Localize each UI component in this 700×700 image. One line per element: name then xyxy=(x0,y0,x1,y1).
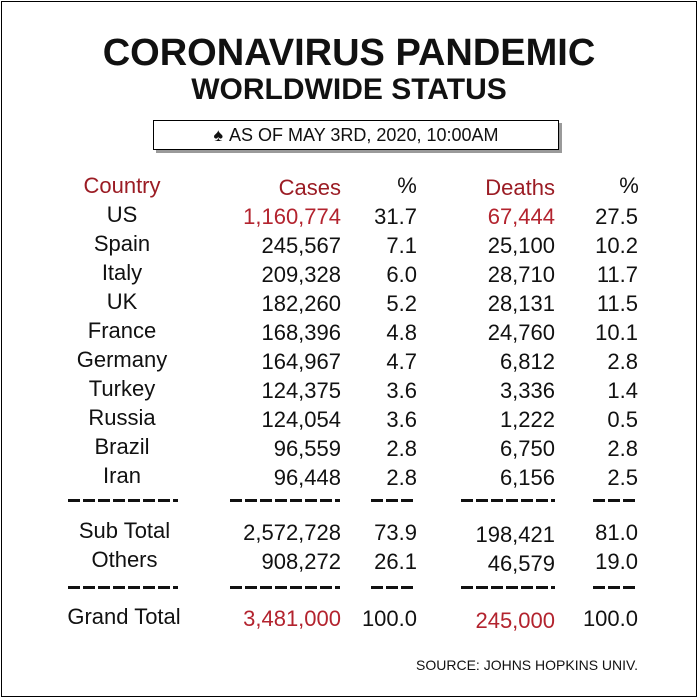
header-cases: Cases xyxy=(278,175,341,200)
header-deaths-pct: % xyxy=(619,173,639,198)
cell-cases: 209,328 xyxy=(261,262,341,287)
separator-deaths-pct xyxy=(593,499,638,502)
cell-deaths: 28,131 xyxy=(487,291,555,316)
separator-cases-pct xyxy=(371,499,416,502)
as-of-box xyxy=(153,120,559,150)
chart-subtitle: WORLDWIDE STATUS xyxy=(191,73,507,106)
cell-cases-pct: 4.8 xyxy=(386,320,417,345)
separator-deaths-pct-2 xyxy=(593,586,638,589)
separator-cases-2 xyxy=(230,586,340,589)
grand-total-label: Grand Total xyxy=(67,604,181,629)
cell-cases: 164,967 xyxy=(261,349,341,374)
cell-cases: 96,448 xyxy=(273,465,341,490)
chart-title: CORONAVIRUS PANDEMIC xyxy=(102,32,596,74)
cell-country: Spain xyxy=(93,231,151,256)
infographic-frame xyxy=(1,1,697,697)
cell-cases: 96,559 xyxy=(273,436,341,461)
grand-total-cases: 3,481,000 xyxy=(243,606,341,631)
others-label: Others xyxy=(91,547,158,572)
header-deaths: Deaths xyxy=(485,175,555,200)
cell-cases-pct: 2.8 xyxy=(386,465,417,490)
cell-cases: 124,375 xyxy=(261,378,341,403)
cell-cases: 182,260 xyxy=(261,291,341,316)
cell-deaths-pct: 1.4 xyxy=(607,378,638,403)
subtotal-deaths: 198,421 xyxy=(475,522,555,547)
separator-cases-pct-2 xyxy=(371,586,416,589)
subtotal-label: Sub Total xyxy=(78,518,171,543)
others-cases: 908,272 xyxy=(261,549,341,574)
subtotal-cases-pct: 73.9 xyxy=(374,520,417,545)
cell-deaths: 6,750 xyxy=(499,436,555,461)
grand-total-cases-pct: 100.0 xyxy=(361,606,417,631)
separator-country-2 xyxy=(68,586,178,589)
cell-deaths-pct: 10.1 xyxy=(595,320,638,345)
cell-deaths-pct: 27.5 xyxy=(595,204,638,229)
cell-deaths: 6,812 xyxy=(499,349,555,374)
grand-total-deaths: 245,000 xyxy=(475,608,555,633)
cell-cases-pct: 3.6 xyxy=(386,378,417,403)
cell-deaths: 6,156 xyxy=(499,465,555,490)
cell-deaths: 24,760 xyxy=(487,320,555,345)
spade-icon: ♠ xyxy=(213,125,224,145)
cell-deaths-pct: 11.5 xyxy=(596,291,638,316)
cell-cases-pct: 31.7 xyxy=(374,204,417,229)
others-deaths-pct: 19.0 xyxy=(595,549,638,574)
separator-country xyxy=(68,499,178,502)
cell-deaths: 28,710 xyxy=(487,262,555,287)
cell-deaths-pct: 2.8 xyxy=(607,436,638,461)
cell-country: Germany xyxy=(76,347,168,372)
cell-cases-pct: 4.7 xyxy=(386,349,417,374)
separator-deaths xyxy=(461,499,555,502)
others-cases-pct: 26.1 xyxy=(374,549,417,574)
cell-deaths: 25,100 xyxy=(487,233,555,258)
cell-cases: 168,396 xyxy=(261,320,341,345)
cell-country: US xyxy=(106,202,138,227)
cell-cases-pct: 6.0 xyxy=(386,262,417,287)
cell-country: UK xyxy=(106,289,138,314)
cell-deaths: 67,444 xyxy=(487,204,555,229)
cell-cases-pct: 5.2 xyxy=(386,291,417,316)
separator-cases xyxy=(230,499,340,502)
cell-cases: 124,054 xyxy=(261,407,341,432)
separator-deaths-2 xyxy=(461,586,555,589)
cell-country: Italy xyxy=(101,260,143,285)
cell-country: Russia xyxy=(88,405,156,430)
cell-cases-pct: 3.6 xyxy=(386,407,417,432)
cell-country: Brazil xyxy=(94,434,150,459)
cell-deaths-pct: 0.5 xyxy=(607,407,638,432)
cell-deaths-pct: 10.2 xyxy=(595,233,638,258)
cell-country: Turkey xyxy=(88,376,156,401)
cell-deaths: 1,222 xyxy=(499,407,555,432)
source-note: SOURCE: JOHNS HOPKINS UNIV. xyxy=(416,657,638,673)
cell-country: France xyxy=(87,318,157,343)
cell-deaths-pct: 2.8 xyxy=(607,349,638,374)
cell-cases: 1,160,774 xyxy=(243,204,341,229)
subtotal-cases: 2,572,728 xyxy=(243,520,341,545)
cell-deaths-pct: 11.7 xyxy=(596,262,638,287)
header-country: Country xyxy=(83,173,161,198)
cell-cases-pct: 7.1 xyxy=(386,233,417,258)
as-of-text: AS OF MAY 3RD, 2020, 10:00AM xyxy=(229,125,499,145)
grand-total-deaths-pct: 100.0 xyxy=(582,606,638,631)
cell-cases: 245,567 xyxy=(261,233,341,258)
header-cases-pct: % xyxy=(397,173,417,198)
cell-country: Iran xyxy=(103,463,141,488)
cell-deaths-pct: 2.5 xyxy=(607,465,638,490)
subtotal-deaths-pct: 81.0 xyxy=(595,520,638,545)
cell-cases-pct: 2.8 xyxy=(386,436,417,461)
cell-deaths: 3,336 xyxy=(499,378,555,403)
others-deaths: 46,579 xyxy=(487,551,555,576)
